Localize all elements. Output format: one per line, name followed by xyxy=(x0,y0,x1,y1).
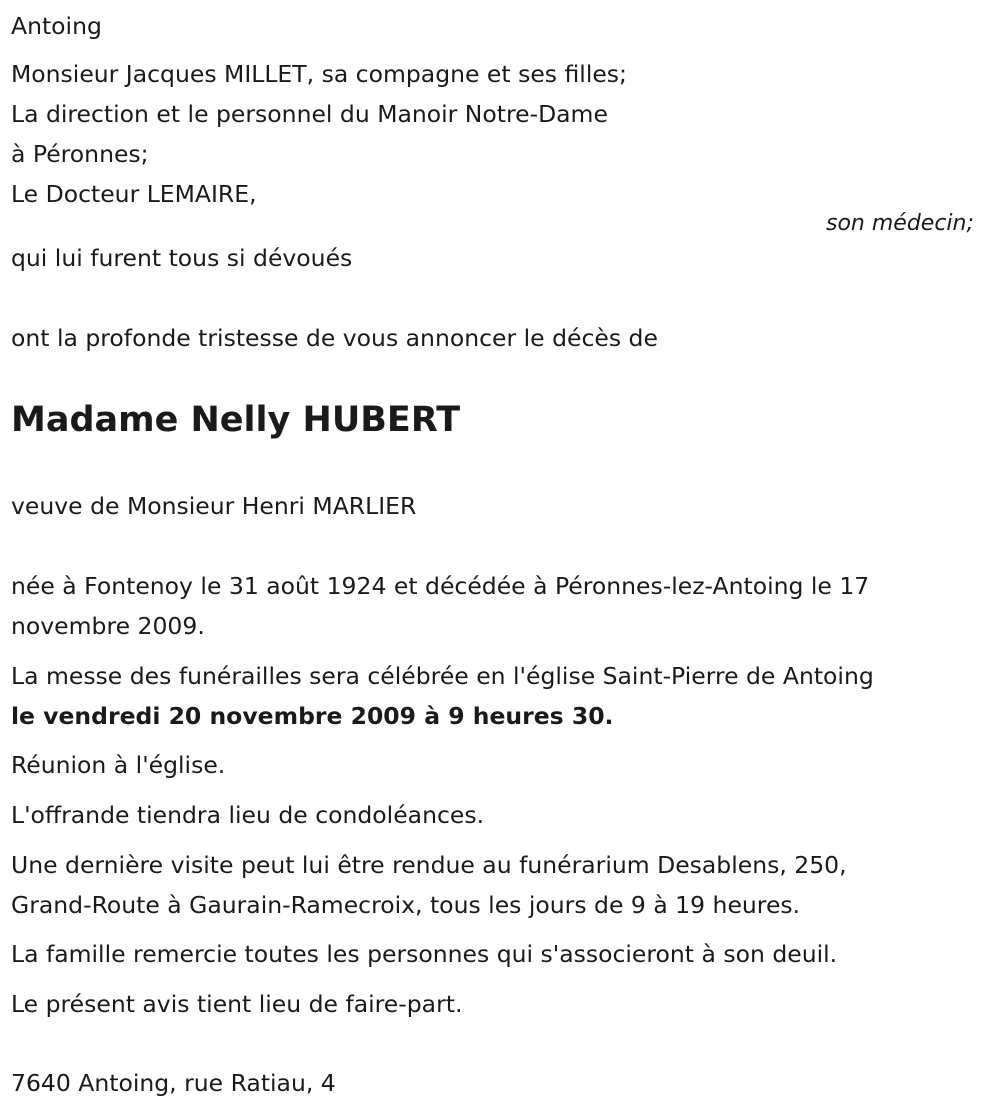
widow-line: veuve de Monsieur Henri MARLIER xyxy=(11,492,417,520)
family-line: La direction et le personnel du Manoir Notre-Dame xyxy=(11,100,608,128)
birth-death-line: novembre 2009. xyxy=(11,612,205,640)
thanks-line: La famille remercie toutes les personnes qui s'associeront à son deuil. xyxy=(11,940,838,968)
birth-death-info xyxy=(11,566,991,646)
deceased-name: Madame Nelly HUBERT xyxy=(11,400,461,440)
address-line: 7640 Antoing, rue Ratiau, 4 xyxy=(11,1069,336,1097)
mass-date: le vendredi 20 novembre 2009 à 9 heures 30. xyxy=(11,702,614,730)
birth-death-line: née à Fontenoy le 31 août 1924 et décédée à Péronnes-lez-Antoing le 17 xyxy=(11,572,870,600)
mass-line: La messe des funérailles sera célébrée en l'église Saint-Pierre de Antoing xyxy=(11,662,874,690)
gathering-line: Réunion à l'église. xyxy=(11,751,226,779)
family-line: Le Docteur LEMAIRE, xyxy=(11,180,257,208)
family-line: à Péronnes; xyxy=(11,140,149,168)
family-list xyxy=(11,54,627,214)
devotion-line: qui lui furent tous si dévoués xyxy=(11,244,353,272)
announcement-line: ont la profonde tristesse de vous annoncer le décès de xyxy=(11,324,658,352)
funeral-mass-info xyxy=(11,656,874,736)
visit-info xyxy=(11,845,847,925)
physician-role: son médecin; xyxy=(826,211,974,236)
visit-line: Une dernière visite peut lui être rendue au funérarium Desablens, 250, xyxy=(11,851,847,879)
offering-line: L'offrande tiendra lieu de condoléances. xyxy=(11,801,485,829)
place-heading: Antoing xyxy=(11,12,102,40)
notice-role-line: Le présent avis tient lieu de faire-part. xyxy=(11,990,463,1018)
visit-line: Grand-Route à Gaurain-Ramecroix, tous les jours de 9 à 19 heures. xyxy=(11,891,801,919)
family-line: Monsieur Jacques MILLET, sa compagne et ses filles; xyxy=(11,60,627,88)
